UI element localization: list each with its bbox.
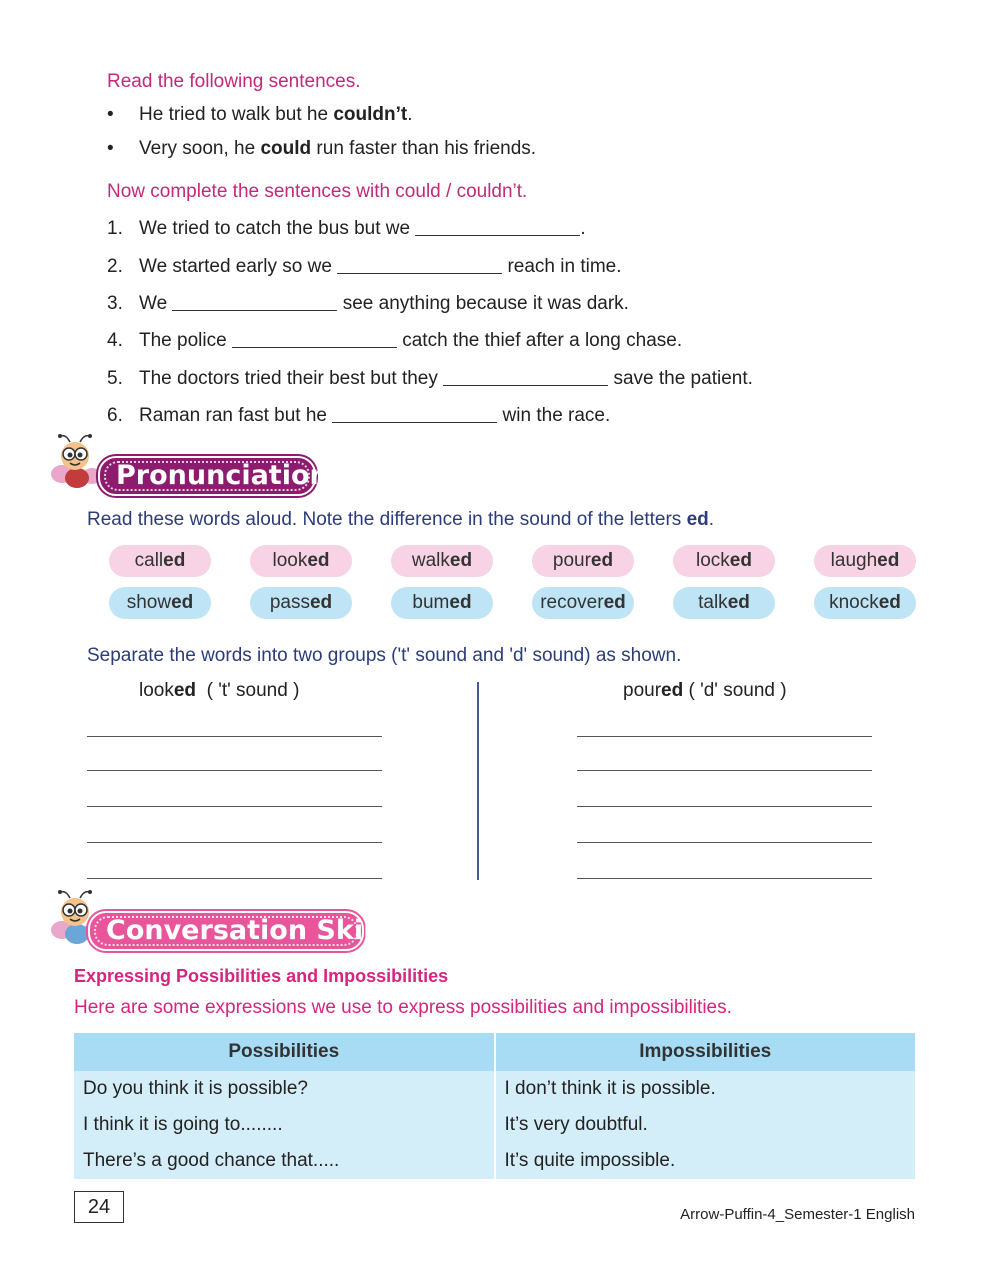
bullet-symbol: • [107,138,114,159]
table-row: I think it is going to........ It’s very doubtful. [74,1107,915,1143]
answer-blank[interactable] [232,329,397,348]
separate-instruction: Separate the words into two groups ('t' sound and 'd' sound) as shown. [87,645,682,666]
answer-line[interactable] [87,842,382,843]
conversation-title: Conversation Skills [106,915,398,946]
word-pill: showed [109,587,211,619]
answer-line[interactable] [577,770,872,771]
conversation-subtitle: Expressing Possibilities and Impossibilities [74,966,449,986]
intro-instruction: Read the following sentences. [107,71,361,92]
column-header-possibilities: Possibilities [74,1033,495,1071]
answer-blank[interactable] [337,255,502,274]
word-pill: passed [250,587,352,619]
conversation-banner [88,911,398,951]
exercise-item: 4. The police catch the thief after a long chase. [107,330,683,351]
table-row: There’s a good chance that..... It’s quite impossible. [74,1143,915,1179]
exercise-instruction: Now complete the sentences with could / couldn’t. [107,181,528,202]
answer-blank[interactable] [172,292,337,311]
column-header-impossibilities: Impossibilities [495,1033,916,1071]
exercise-item: 1. We tried to catch the bus but we . [107,218,586,239]
word-pill: laughed [814,545,916,577]
answer-line[interactable] [577,878,872,879]
word-pill: walked [391,545,493,577]
answer-blank[interactable] [443,367,608,386]
pronunciation-instruction: Read these words aloud. Note the difference in the sound of the letters ed. [87,509,715,530]
page-number: 24 [74,1191,124,1223]
bullet-symbol: • [107,104,114,125]
word-pill: knocked [814,587,916,619]
answer-blank[interactable] [332,404,497,423]
d-sound-header: poured ( 'd' sound ) [623,680,787,701]
word-pill: locked [673,545,775,577]
answer-line[interactable] [577,806,872,807]
table-row: Do you think it is possible? I don’t think it is possible. [74,1071,915,1107]
answer-line[interactable] [577,842,872,843]
book-title: Arrow-Puffin-4_Semester-1 English [680,1206,915,1223]
word-pill: recovered [532,587,634,619]
answer-line[interactable] [87,806,382,807]
table-header-row [74,1033,915,1071]
exercise-item: 6. Raman ran fast but he win the race. [107,405,611,426]
answer-line[interactable] [87,770,382,771]
conversation-instruction: Here are some expressions we use to express possibilities and impossibilities. [74,997,732,1018]
exercise-item: 2. We started early so we reach in time. [107,256,622,277]
word-pill: poured [532,545,634,577]
pronunciation-title: Pronunciation [116,460,329,491]
bullet-item: • Very soon, he could run faster than his friends. [107,138,537,159]
exercise-item: 3. We see anything because it was dark. [107,293,629,314]
word-pill: bumed [391,587,493,619]
t-sound-header: looked ( 't' sound ) [139,680,300,701]
pronunciation-banner [98,456,329,496]
answer-line[interactable] [87,878,382,879]
word-pill: looked [250,545,352,577]
answer-line[interactable] [87,736,382,737]
answer-blank[interactable] [415,217,580,236]
expressions-table [74,1033,915,1179]
word-pill: called [109,545,211,577]
word-pill: talked [673,587,775,619]
answer-line[interactable] [577,736,872,737]
column-divider [477,682,479,880]
bullet-item: • He tried to walk but he couldn’t. [107,104,413,125]
exercise-item: 5. The doctors tried their best but they save the patient. [107,368,753,389]
